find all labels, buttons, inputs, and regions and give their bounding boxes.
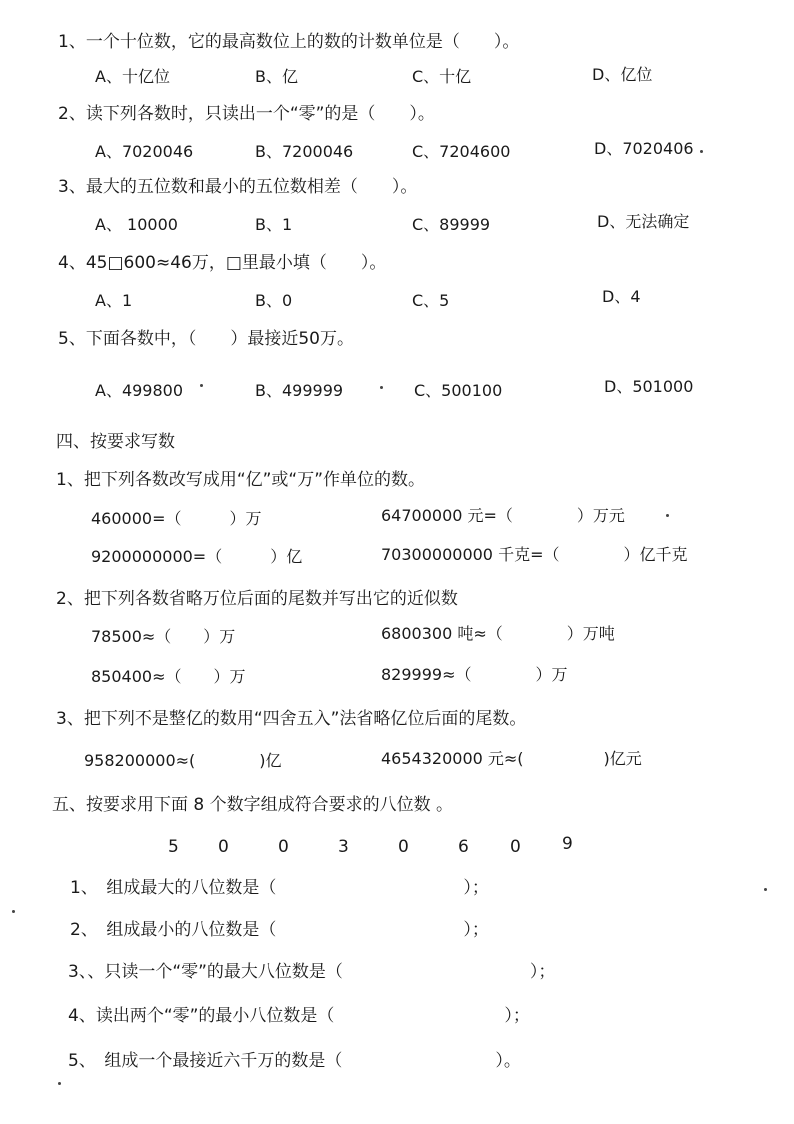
choice-5-option-a: A、499800 — [95, 381, 184, 400]
choice-4-option-c: C、5 — [412, 291, 450, 310]
digit-3: 0 — [278, 837, 289, 857]
digit-6: 6 — [458, 837, 469, 857]
choice-5-option-c: C、500100 — [414, 381, 503, 400]
section-5-title: 五、按要求用下面 8 个数字组成符合要求的八位数 。 — [52, 795, 454, 815]
section-4-title: 四、按要求写数 — [56, 432, 175, 452]
choice-2-option-d: D、7020406 — [594, 139, 694, 158]
section-4-q3-item-2: 4654320000 元≈( )亿元 — [381, 749, 642, 768]
scan-speck — [200, 384, 203, 387]
choice-question-3: 3、最大的五位数和最小的五位数相差（ ）。 — [58, 177, 418, 197]
choice-2-option-b: B、7200046 — [255, 142, 354, 161]
choice-3-option-a: A、 10000 — [95, 215, 178, 234]
choice-1-option-a: A、十亿位 — [95, 67, 170, 86]
section-5-item-4: 4、读出两个“零”的最小八位数是（ ）； — [68, 1006, 530, 1026]
choice-5-option-b: B、499999 — [255, 381, 344, 400]
scan-speck — [380, 386, 383, 389]
choice-3-option-d: D、无法确定 — [597, 212, 690, 231]
section-5-item-1: 1、 组成最大的八位数是（ ）； — [70, 878, 489, 898]
choice-2-option-a: A、7020046 — [95, 142, 194, 161]
choice-question-4: 4、45□600≈46万，□里最小填（ ）。 — [58, 253, 387, 273]
section-4-question-2: 2、把下列各数省略万位后面的尾数并写出它的近似数 — [56, 589, 458, 609]
choice-5-option-d: D、501000 — [604, 377, 694, 396]
choice-question-1: 1、一个十位数，它的最高数位上的数的计数单位是（ ）。 — [58, 32, 520, 52]
section-4-q2-item-3: 850400≈（ ）万 — [91, 667, 246, 686]
choice-3-option-c: C、89999 — [412, 215, 491, 234]
choice-question-2: 2、读下列各数时，只读出一个“零”的是（ ）。 — [58, 104, 435, 124]
choice-4-option-b: B、0 — [255, 291, 293, 310]
digit-1: 5 — [168, 837, 179, 857]
section-4-question-3: 3、把下列不是整亿的数用“四舍五入”法省略亿位后面的尾数。 — [56, 709, 527, 729]
choice-4-option-d: D、4 — [602, 287, 641, 306]
section-5-item-5: 5、 组成一个最接近六千万的数是（ ）。 — [68, 1051, 521, 1071]
choice-1-option-d: D、亿位 — [592, 65, 653, 84]
choice-question-5: 5、下面各数中，（ ）最接近50万。 — [58, 329, 354, 349]
digit-7: 0 — [510, 837, 521, 857]
section-4-q2-item-2: 6800300 吨≈（ ）万吨 — [381, 624, 615, 643]
choice-1-option-c: C、十亿 — [412, 67, 472, 86]
scan-speck — [58, 1082, 61, 1085]
scan-speck — [666, 514, 669, 517]
section-4-q1-item-3: 9200000000=（ ）亿 — [91, 547, 303, 566]
choice-3-option-b: B、1 — [255, 215, 293, 234]
scan-speck — [764, 888, 767, 891]
section-5-item-3: 3、、只读一个“零”的最大八位数是（ ）； — [68, 962, 556, 982]
choice-1-option-b: B、亿 — [255, 67, 298, 86]
section-4-q1-item-4: 70300000000 千克=（ ）亿千克 — [381, 545, 688, 564]
choice-4-option-a: A、1 — [95, 291, 133, 310]
section-5-item-2: 2、 组成最小的八位数是（ ）； — [70, 920, 489, 940]
section-4-q1-item-2: 64700000 元=（ ）万元 — [381, 506, 625, 525]
scan-speck — [12, 910, 15, 913]
choice-2-option-c: C、7204600 — [412, 142, 511, 161]
digit-2: 0 — [218, 837, 229, 857]
section-4-q1-item-1: 460000=（ ）万 — [91, 509, 262, 528]
digit-8: 9 — [562, 834, 573, 854]
scan-speck — [700, 150, 703, 153]
section-4-question-1: 1、把下列各数改写成用“亿”或“万”作单位的数。 — [56, 470, 426, 490]
digit-4: 3 — [338, 837, 349, 857]
section-4-q3-item-1: 958200000≈( )亿 — [84, 751, 282, 770]
section-4-q2-item-4: 829999≈（ ）万 — [381, 665, 568, 684]
digit-5: 0 — [398, 837, 409, 857]
section-4-q2-item-1: 78500≈（ ）万 — [91, 627, 236, 646]
